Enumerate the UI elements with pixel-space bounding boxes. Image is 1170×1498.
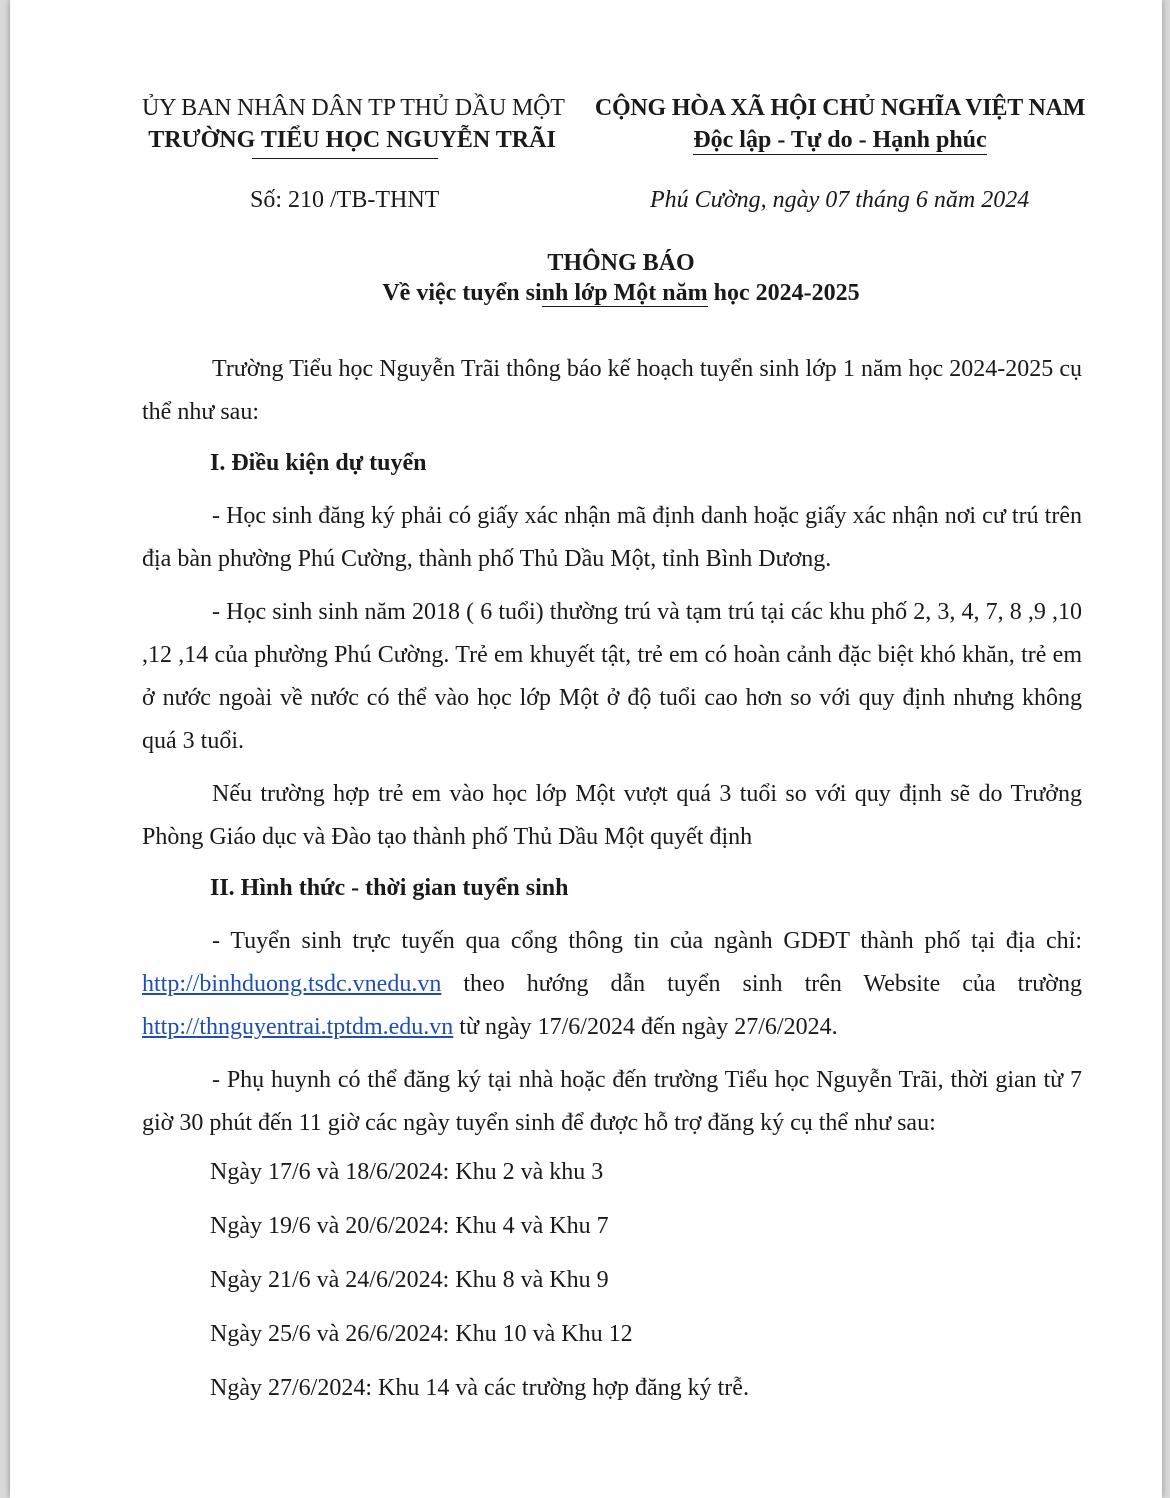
issuer-underline xyxy=(252,158,438,159)
schedule-list xyxy=(142,1145,1082,1415)
section2-heading: II. Hình thức - thời gian tuyển sinh xyxy=(210,875,569,901)
schedule-item: Ngày 25/6 và 26/6/2024: Khu 10 và Khu 12 xyxy=(210,1321,633,1347)
title-subtitle: Về việc tuyển sinh lớp Một năm học 2024-2025 xyxy=(382,280,860,306)
section2-paragraph-1: - Tuyển sinh trực tuyến qua cổng thông tin của ngành GDĐT thành phố tại địa chỉ: http://binhduong.tsdc.vnedu.vn theo hướng dẫn tuyển sinh trên Website của trường http://thnguyentrai.tptdm.edu.vn từ ngày 17/6/2024 đến ngày 27/6/2024. xyxy=(142,928,1082,1040)
document-page xyxy=(10,0,1162,1498)
section1-heading: I. Điều kiện dự tuyển xyxy=(210,450,427,476)
place-date: Phú Cường, ngày 07 tháng 6 năm 2024 xyxy=(650,187,1030,213)
section2-paragraph-2: - Phụ huynh có thể đăng ký tại nhà hoặc đến trường Tiểu học Nguyễn Trãi, thời gian từ 7 giờ 30 phút đến 11 giờ các ngày tuyển sinh để được hỗ trợ đăng ký cụ thể như sau: xyxy=(142,1067,1082,1136)
schedule-item: Ngày 27/6/2024: Khu 14 và các trường hợp đăng ký trễ. xyxy=(210,1375,749,1401)
schedule-item: Ngày 17/6 và 18/6/2024: Khu 2 và khu 3 xyxy=(210,1159,604,1185)
issuer-authority: ỦY BAN NHÂN DÂN TP THỦ DẦU MỘT xyxy=(142,95,565,121)
notice-title xyxy=(10,248,1170,308)
school-website-link[interactable]: http://thnguyentrai.tptdm.edu.vn xyxy=(142,1014,454,1040)
section1-paragraph-1: - Học sinh đăng ký phải có giấy xác nhận mã định danh hoặc giấy xác nhận nơi cư trú trên địa bàn phường Phú Cường, thành phố Thủ Dầu Một, tỉnh Bình Dương. xyxy=(142,503,1082,572)
issuer-school: TRƯỜNG TIỂU HỌC NGUYỄN TRÃI xyxy=(148,127,556,153)
issuer-block xyxy=(142,92,565,156)
document-number: Số: 210 /TB-THNT xyxy=(250,187,440,213)
title-main: THÔNG BÁO xyxy=(547,250,695,276)
national-title: CỘNG HÒA XÃ HỘI CHỦ NGHĨA VIỆT NAM xyxy=(594,95,1086,121)
document-body xyxy=(142,348,1082,1415)
registration-portal-link[interactable]: http://binhduong.tsdc.vnedu.vn xyxy=(142,971,442,997)
national-header xyxy=(590,92,1090,156)
schedule-item: Ngày 21/6 và 24/6/2024: Khu 8 và Khu 9 xyxy=(210,1267,609,1293)
section1-paragraph-2: - Học sinh sinh năm 2018 ( 6 tuổi) thường trú và tạm trú tại các khu phố 2, 3, 4, 7, 8 ,9 ,10 ,12 ,14 của phường Phú Cường. Trẻ em khuyết tật, trẻ em có hoàn cảnh đặc biệt khó khăn, trẻ em ở nước ngoài về nước có thể vào học lớp Một ở độ tuổi cao hơn so với quy định nhưng không quá 3 tuổi. xyxy=(142,599,1082,754)
intro-paragraph: Trường Tiểu học Nguyễn Trãi thông báo kế hoạch tuyển sinh lớp 1 năm học 2024-2025 cụ thể như sau: xyxy=(142,356,1082,425)
section1-paragraph-3: Nếu trường hợp trẻ em vào học lớp Một vượt quá 3 tuổi so với quy định sẽ do Trưởng Phòng Giáo dục và Đào tạo thành phố Thủ Dầu Một quyết định xyxy=(142,781,1082,850)
schedule-item: Ngày 19/6 và 20/6/2024: Khu 4 và Khu 7 xyxy=(210,1213,609,1239)
national-motto: Độc lập - Tự do - Hạnh phúc xyxy=(693,127,987,153)
